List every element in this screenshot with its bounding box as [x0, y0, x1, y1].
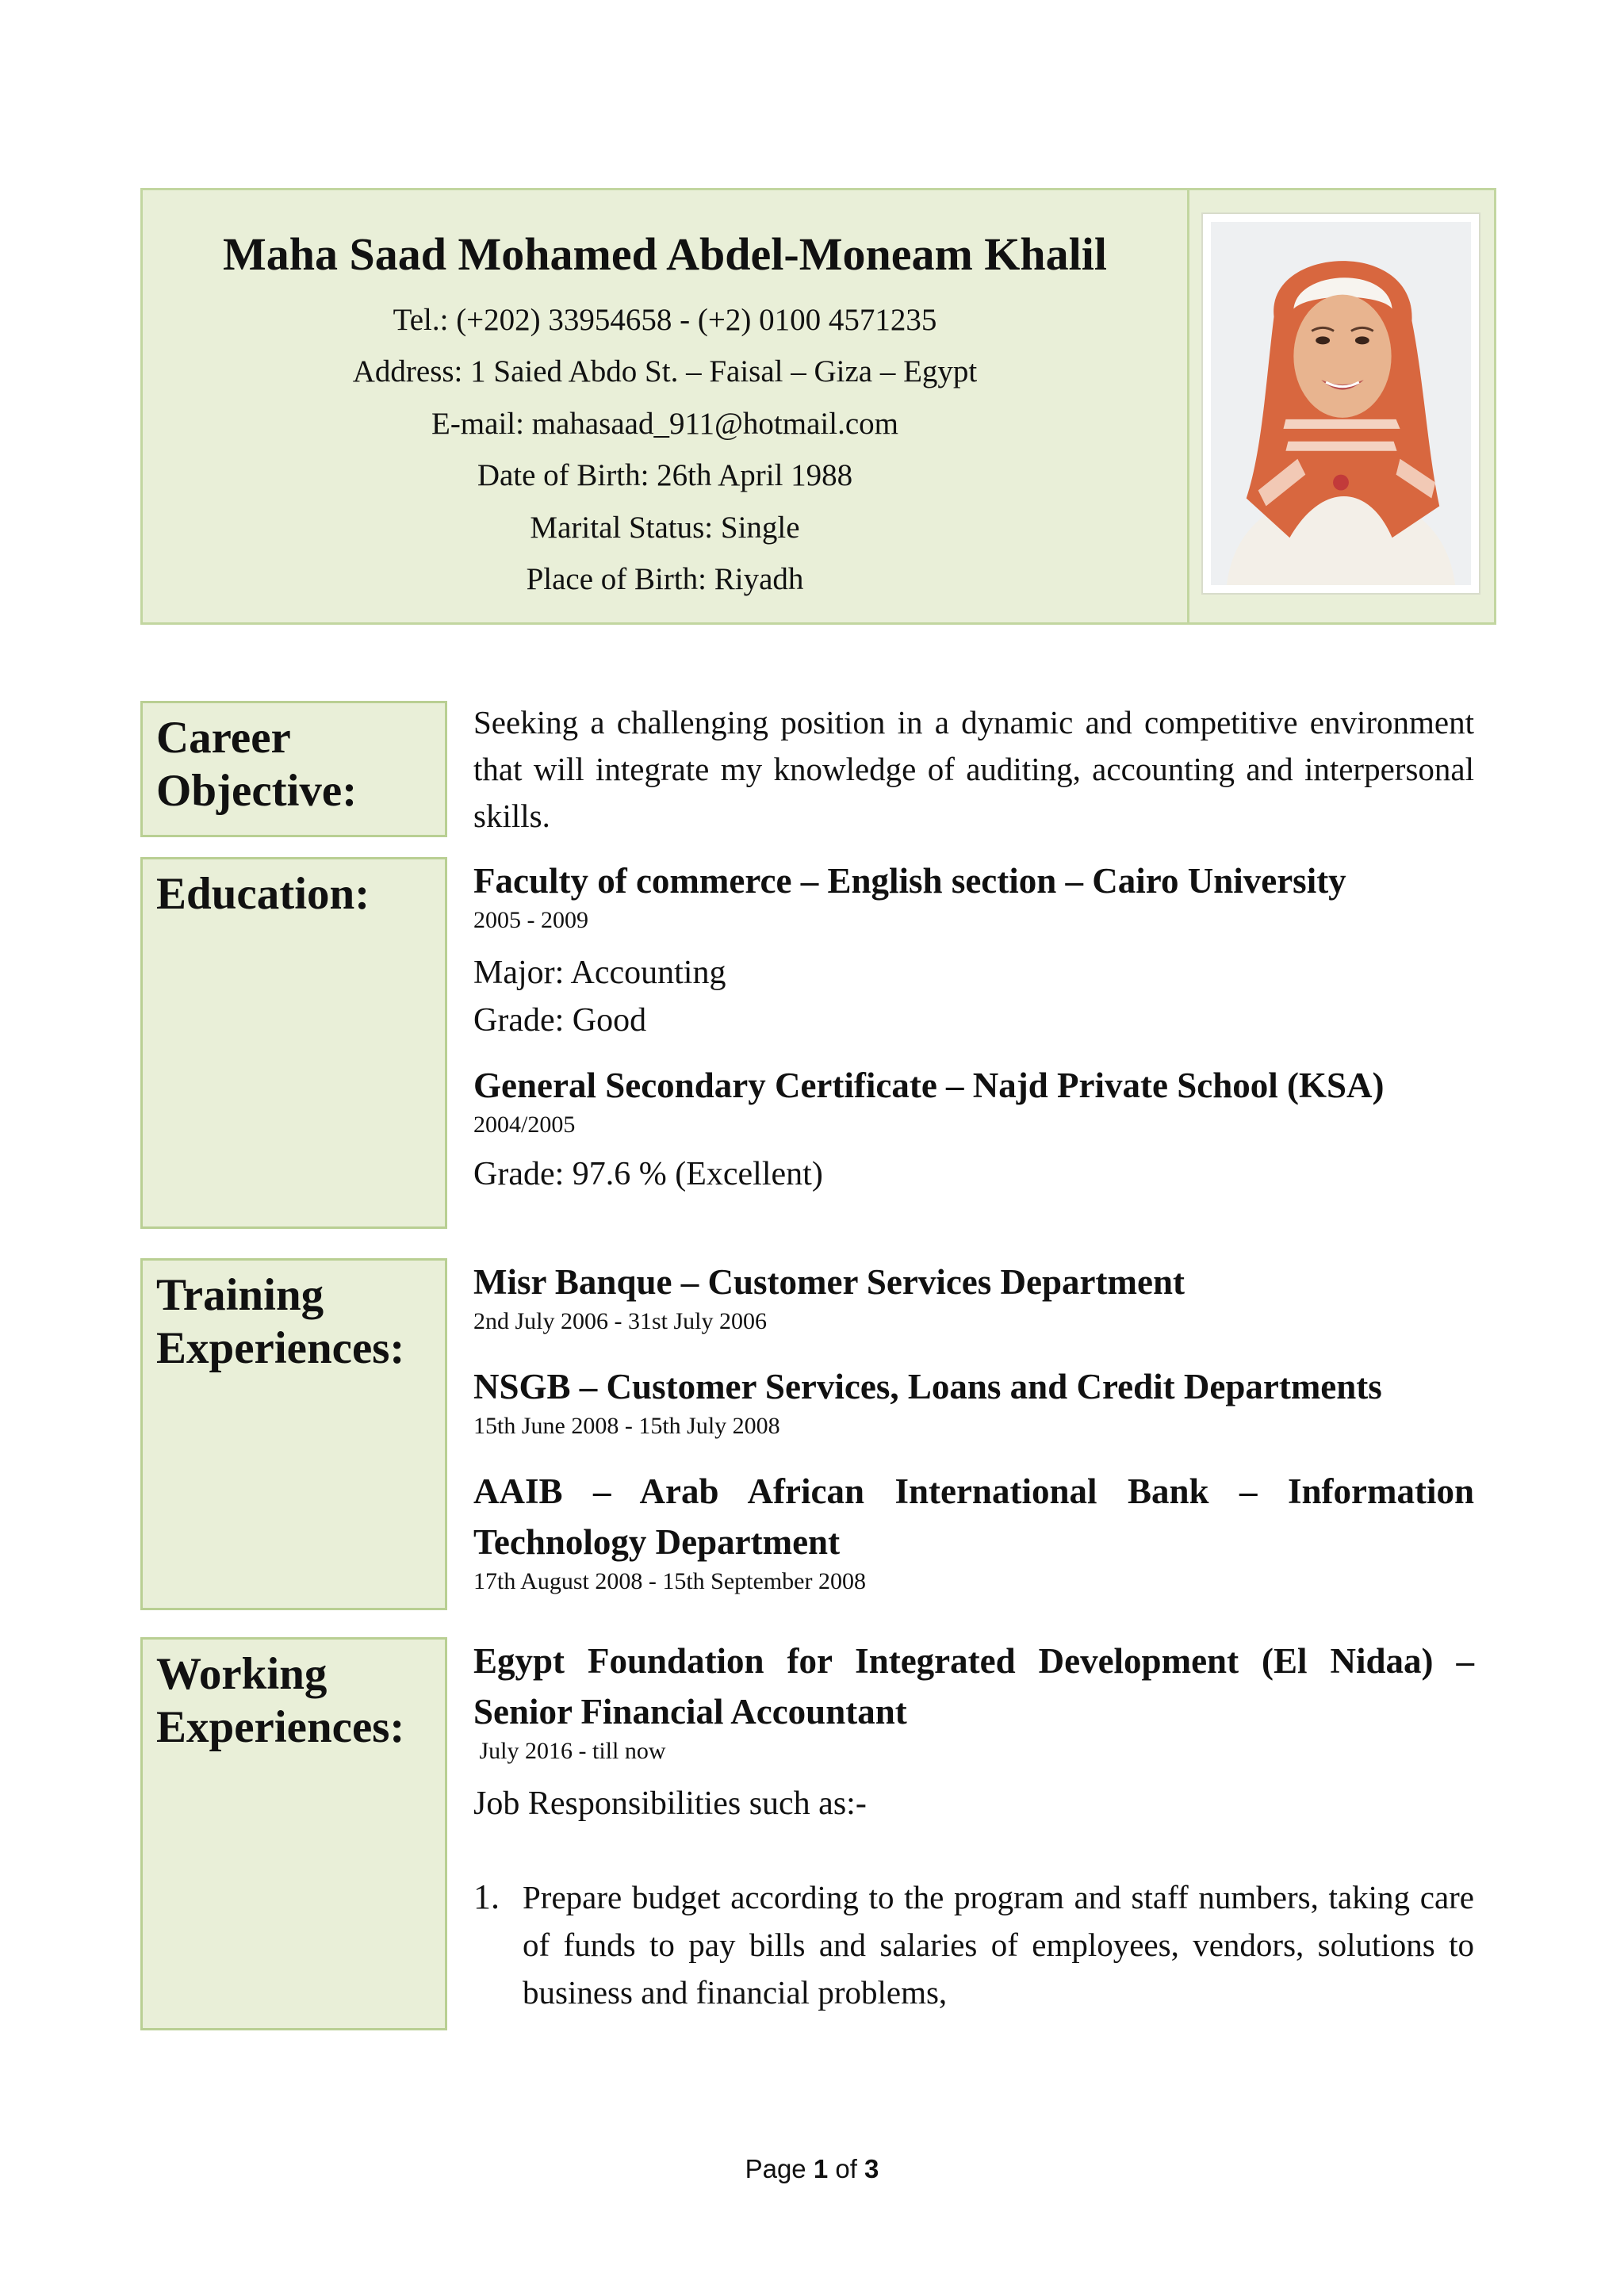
training-entry-date: 17th August 2008 - 15th September 2008 [473, 1568, 866, 1594]
dob-line: Date of Birth: 26th April 1988 [477, 458, 853, 493]
header-box [140, 188, 1496, 625]
education-grade: Grade: Good [473, 1002, 647, 1039]
training-entry-date: 2nd July 2006 - 31st July 2006 [473, 1308, 768, 1334]
career-objective-label-line1: Career [156, 713, 291, 763]
education-major: Major: Accounting [473, 955, 726, 991]
email-line: E-mail: mahasaad_911@hotmail.com [431, 406, 898, 441]
address-line: Address: 1 Saied Abdo St. – Faisal – Giza – Egypt [352, 354, 978, 389]
career-objective-label-line2: Objective: [156, 766, 358, 816]
education-entry-date: 2005 - 2009 [473, 907, 588, 933]
training-entry-title: Misr Banque – Customer Services Department [473, 1262, 1185, 1302]
contact-info [143, 190, 1189, 622]
career-objective-text: Seeking a challenging position in a dynamic and competitive environment that will integrate my knowledge of auditing, accounting and interpersonal skills. [473, 704, 1474, 834]
education-entry-title: Faculty of commerce – English section – Cairo University [473, 861, 1346, 901]
training-label-line2: Experiences: [156, 1323, 405, 1373]
list-item-text: Prepare budget according to the program and staff numbers, taking care of funds to pay bills and salaries of employees, vendors, solutions to business and financial problems, [523, 1879, 1474, 2011]
list-item [473, 1873, 1474, 2016]
education-entry-date: 2004/2005 [473, 1112, 576, 1138]
list-item-number: 1. [473, 1877, 500, 1916]
training-content [473, 1257, 1474, 1596]
education-grade: Grade: 97.6 % (Excellent) [473, 1156, 823, 1192]
responsibilities-intro: Job Responsibilities such as:- [473, 1785, 867, 1822]
page-of-label: of [828, 2154, 865, 2183]
current-page-number: 1 [813, 2154, 829, 2183]
candidate-name: Maha Saad Mohamed Abdel-Moneam Khalil [223, 228, 1107, 280]
education-entry-title: General Secondary Certificate – Najd Private School (KSA) [473, 1066, 1385, 1105]
career-objective-label-box [140, 701, 447, 837]
education-label-box [140, 857, 447, 1229]
working-entry-date: July 2016 - till now [473, 1738, 666, 1764]
training-label-box [140, 1258, 447, 1610]
training-entry-title: NSGB – Customer Services, Loans and Credit Departments [473, 1367, 1382, 1406]
working-content [473, 1636, 1474, 2016]
training-entry-title: AAIB – Arab African International Bank – Information Technology Department [473, 1471, 1474, 1562]
page-label: Page [745, 2154, 814, 2183]
training-label-line1: Training [156, 1270, 324, 1320]
total-pages-number: 3 [864, 2154, 879, 2183]
education-label: Education: [156, 869, 370, 919]
working-entry-title: Egypt Foundation for Integrated Development (El Nidaa) – Senior Financial Accountant [473, 1641, 1474, 1732]
working-label-line2: Experiences: [156, 1702, 405, 1752]
profile-photo-frame [1201, 212, 1480, 595]
profile-photo [1211, 222, 1471, 585]
career-objective-content [473, 699, 1474, 840]
working-label-box [140, 1637, 447, 2030]
phone-line: Tel.: (+202) 33954658 - (+2) 0100 4571235 [393, 302, 937, 337]
training-entry-date: 15th June 2008 - 15th July 2008 [473, 1413, 780, 1439]
working-label-line1: Working [156, 1649, 327, 1699]
page-footer [0, 2154, 1624, 2184]
place-of-birth-line: Place of Birth: Riyadh [526, 562, 804, 597]
marital-status-line: Marital Status: Single [530, 510, 800, 545]
education-content [473, 855, 1474, 1198]
